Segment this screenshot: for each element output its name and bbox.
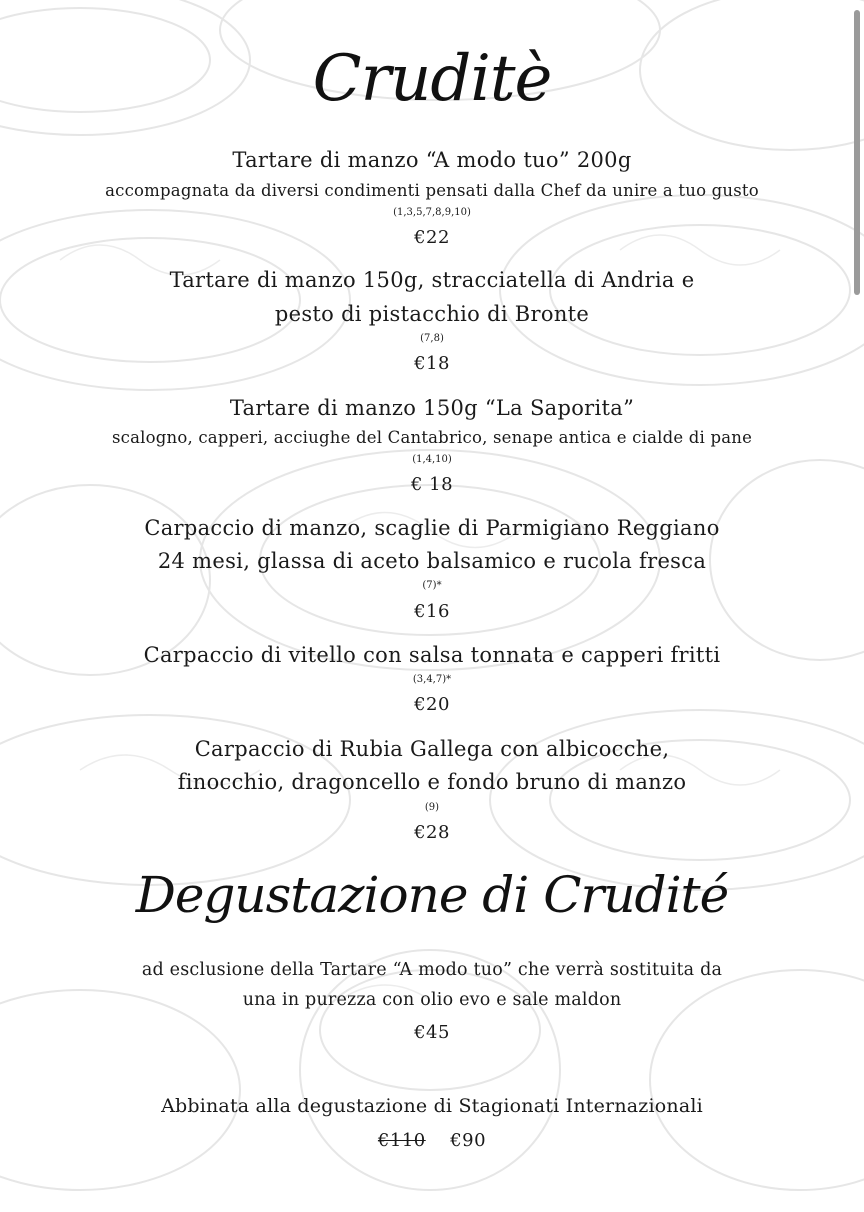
item-allergens: (1,4,10): [412, 454, 452, 465]
item-description: scalogno, capperi, acciughe del Cantabrico, senape antica e cialde di pane: [111, 428, 753, 447]
item-price: €20: [414, 694, 450, 715]
item-name: Tartare di manzo 150g “La Saporita”: [229, 396, 635, 420]
item-allergens: (7)*: [422, 580, 442, 591]
item-name: Tartare di manzo “A modo tuo” 200g: [232, 148, 632, 172]
pairing-text: Abbinata alla degustazione di Stagionati Internazionali: [161, 1095, 703, 1117]
item-allergens: (1,3,5,7,8,9,10): [393, 207, 471, 218]
item-name: 24 mesi, glassa di aceto balsamico e rucola fresca: [157, 549, 707, 573]
item-name: Carpaccio di manzo, scaglie di Parmigiano Reggiano: [144, 516, 720, 540]
pairing-old-price: €110: [377, 1130, 426, 1151]
item-name: Tartare di manzo 150g, stracciatella di Andria e: [169, 268, 695, 292]
item-allergens: (7,8): [420, 333, 444, 344]
pairing-price: €90: [450, 1130, 487, 1151]
item-price: €16: [414, 601, 450, 622]
item-name: Carpaccio di vitello con salsa tonnata e capperi fritti: [143, 643, 721, 667]
item-name: Carpaccio di Rubia Gallega con albicocche,: [194, 737, 670, 761]
tasting-price: €45: [414, 1022, 450, 1043]
tasting-description: una in purezza con olio evo e sale maldon: [242, 990, 622, 1010]
item-allergens: (3,4,7)*: [412, 674, 452, 685]
section-title-crudite: Cruditè: [312, 42, 552, 116]
item-price: € 18: [410, 474, 454, 495]
item-price: €18: [414, 353, 450, 374]
item-description: accompagnata da diversi condimenti pensati dalla Chef da unire a tuo gusto: [105, 181, 759, 200]
item-allergens: (9): [424, 802, 440, 813]
tasting-description: ad esclusione della Tartare “A modo tuo” che verrà sostituita da: [141, 960, 723, 980]
section-title-degustazione: Degustazione di Crudité: [135, 866, 729, 924]
item-name: finocchio, dragoncello e fondo bruno di manzo: [177, 770, 687, 794]
pairing-price-row: [0, 1130, 864, 1151]
item-price: €28: [414, 822, 450, 843]
item-price: €22: [414, 227, 450, 248]
item-name: pesto di pistacchio di Bronte: [274, 302, 590, 326]
